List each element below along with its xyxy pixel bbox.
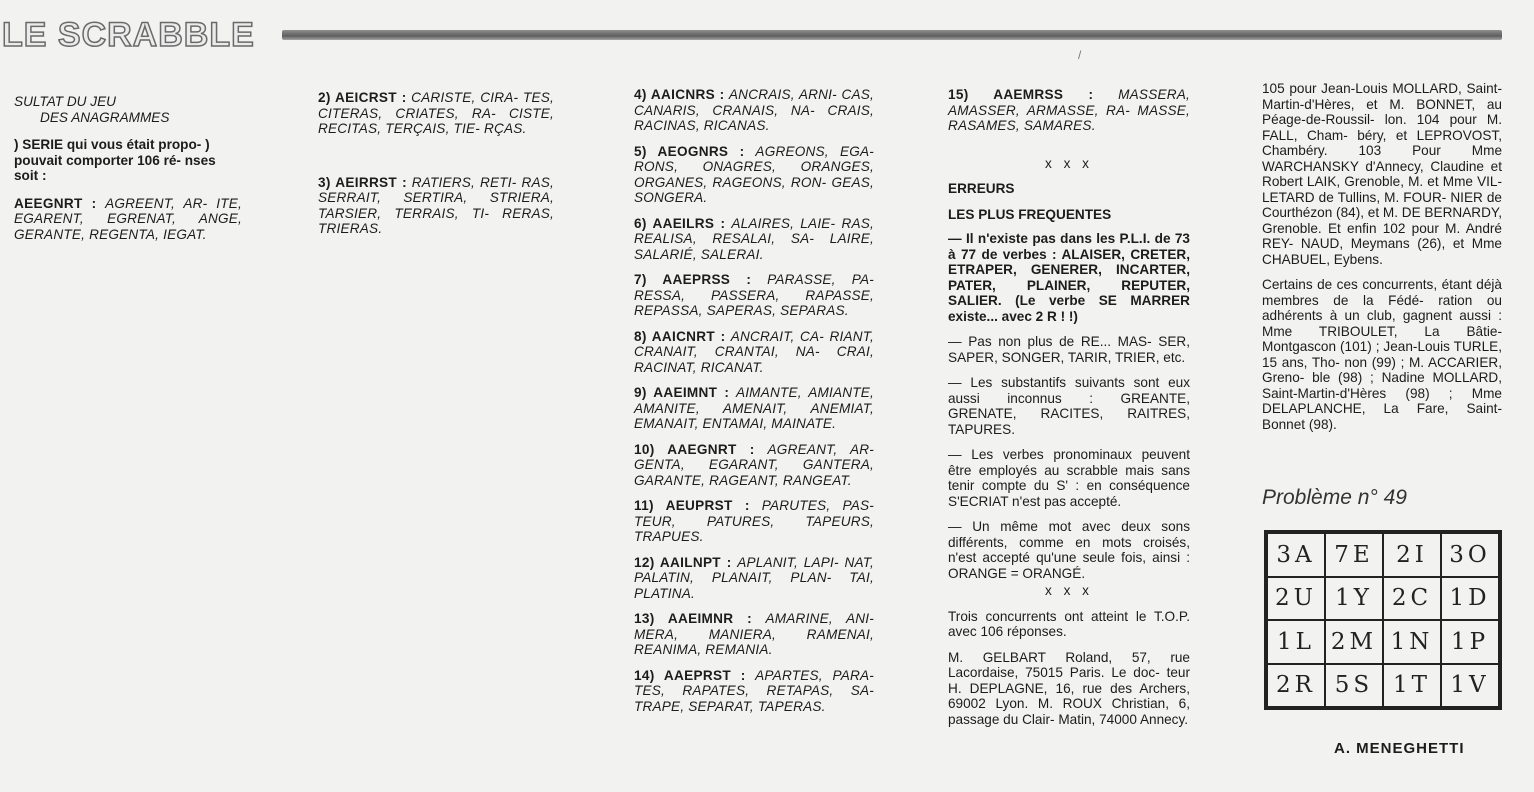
anagram-words: AGREANT, AR- GENTA, EGARANT, GANTERA, GARANTE, RAGEANT, RANGEAT.: [634, 441, 874, 488]
anagram-key: 8) AAICNRT :: [634, 328, 726, 344]
anagram-words: ANCRAIS, ARNI- CAS, CANARIS, CRANAIS, NA- CRAIS, RACINAS, RICANAS.: [634, 87, 874, 133]
errors-paragraph: — Les substantifs suivants sont eux aussi inconnus : GREANTE, GRENATE, RACITES, RAITRES, TAPURES.: [948, 375, 1190, 437]
scores-text: 105 pour Jean-Louis MOLLARD, Saint-Martin-d'Hères, et M. BONNET, au Péage-de-Roussil- lon. 104 pour M. FALL, Cham- béry, et LEPROVOST, Chambéry. 103 Pour Mme WARCHANSKY d'Annecy, Claudine et Robert LAIK, Grenoble, M. et Mme VIL- LETARD de Tullins, M. FOUR- NIER de Courthézon (84), et M. DE BERNARDY, Grenoble. Et enfin 102 pour M. André REY- NAUD, Meymans (26), et Mme CHABUEL, Eybens.: [1262, 81, 1502, 267]
anagram-entry: [634, 272, 874, 319]
anagram-key: 10) AAEGNRT :: [634, 441, 755, 457]
errors-paragraph: — Un même mot avec deux sons différents, comme en mots croisés, n'est accepté qu'une seule fois, ainsi : ORANGE = ORANGÉ.: [948, 519, 1190, 581]
kicker-2: DES ANAGRAMMES: [40, 109, 170, 125]
anagram-words: APARTES, PARA- TES, RAPATES, RETAPAS, SA- TRAPE, SEPARAT, TAPERAS.: [634, 667, 875, 714]
anagram-words: AMARINE, ANI- MERA, MANIERA, RAMENAI, REANIMA, REMANIA.: [634, 611, 874, 657]
section-title: LE SCRABBLE: [2, 16, 255, 54]
anagram-words: AGREONS, EGA- RONS, ONAGRES, ORANGES, ORGANES, RAGEONS, RON- GEAS, SONGERA.: [634, 143, 875, 205]
anagram-entry: [634, 555, 874, 602]
anagram-key: 7) AAEPRSS :: [634, 272, 752, 287]
grid-cell: 1N: [1383, 620, 1441, 664]
grid-cell: 2R: [1267, 664, 1325, 708]
winners-text: M. GELBART Roland, 57, rue Lacordaise, 75015 Paris. Le doc- teur H. DEPLAGNE, 16, rue des Archers, 69002 Lyon. M. ROUX Christian, 6, passage du Clair- Matin, 74000 Annecy.: [948, 649, 1190, 727]
column-4: [948, 87, 1190, 737]
anagram-words: APLANIT, LAPI- NAT, PALATIN, PLANAIT, PLAN- TAI, PLATINA.: [634, 554, 875, 601]
anagram-key: 12) AAILNPT :: [634, 554, 732, 570]
anagram-words: ALAIRES, LAIE- RAS, REALISA, RESALAI, SA- LAIRE, SALARIÉ, SALERAI.: [634, 215, 874, 262]
anagram-words: RATIERS, RETI- RAS, SERRAIT, SERTIRA, STRIERA, TARSIER, TERRAIS, TI- RERAS, TRIERAS.: [318, 174, 554, 236]
problem-grid: [1264, 530, 1502, 710]
errors-paragraph: — Pas non plus de RE... MAS- SER, SAPER, SONGER, TARIR, TRIER, etc.: [948, 334, 1190, 365]
anagram-key: 15) AAEMRSS :: [948, 87, 1094, 102]
anagram-key: 14) AAEPRST :: [634, 667, 746, 683]
stray-mark: /: [1078, 48, 1082, 62]
anagram-words: CARISTE, CIRA- TES, CITERAS, CRIATES, RA- CISTE, RECITAS, TERÇAIS, TIE- RÇAS.: [318, 90, 555, 136]
intro: ) SERIE qui vous était propo- ) pouvait comporter 106 ré- nses soit :: [14, 137, 216, 183]
anagram-key: 3) AEIRRST :: [318, 174, 407, 190]
grid-cell: 1D: [1441, 577, 1499, 621]
section-header: [0, 14, 1534, 58]
grid-cell: 1L: [1267, 620, 1325, 664]
column-3: [634, 87, 874, 724]
separator: x x x: [1045, 583, 1093, 598]
anagram-entry: [634, 442, 874, 489]
top-text: Trois concurrents ont atteint le T.O.P. avec 106 réponses.: [948, 608, 1190, 639]
anagram-entry: [14, 196, 242, 243]
anagram-entry: [634, 611, 874, 658]
anagram-key: 2) AEICRST :: [318, 90, 407, 105]
grid-cell: 5S: [1325, 664, 1383, 708]
author-signature: A. MENEGHETTI: [1334, 740, 1465, 757]
anagram-entry: [634, 385, 874, 432]
separator: x x x: [1045, 155, 1093, 171]
grid-cell: 7E: [1325, 533, 1383, 577]
anagram-words: AGREENT, AR- ITE, EGARENT, EGRENAT, ANGE, GERANTE, REGENTA, IEGAT.: [14, 195, 243, 242]
anagram-words: AIMANTE, AMIANTE, AMANITE, AMENAIT, ANEMIAT, EMANAIT, ENTAMAI, MAINATE.: [634, 385, 874, 431]
anagram-entry: [948, 87, 1190, 134]
anagram-key: 4) AAICNRS :: [634, 87, 725, 102]
grid-cell: 3O: [1441, 533, 1499, 577]
anagram-key: 11) AEUPRST :: [634, 498, 750, 513]
anagram-entry: [634, 498, 874, 545]
grid-cell: 1T: [1383, 664, 1441, 708]
grid-cell: 1V: [1441, 664, 1499, 708]
anagram-entry: [634, 216, 874, 263]
club-text: Certains de ces concurrents, étant déjà membres de la Fédé- ration ou adhérents à un club, gagnent aussi : Mme TRIBOULET, La Bâtie-Montgascon (101) ; Jean-Louis TURLE, 15 ans, Tho- non (99) ; M. ACCARIER, Greno- ble (98) ; Nadine MOLLARD, Saint-Martin-d'Hères (98) ; Mme DELAPLANCHE, La Fare, Saint- Bonnet (98).: [1262, 277, 1502, 432]
problem-title: Problème n° 49: [1262, 486, 1407, 509]
column-2: [318, 90, 554, 247]
anagram-key: AEEGNRT :: [14, 195, 97, 211]
grid-cell: 2C: [1383, 577, 1441, 621]
errors-title: ERREURS: [948, 181, 1015, 196]
anagram-entry: [634, 329, 874, 376]
grid-cell: 2U: [1267, 577, 1325, 621]
errors-subtitle: LES PLUS FREQUENTES: [948, 207, 1112, 222]
column-1: [14, 94, 242, 252]
anagram-words: ANCRAIT, CA- RIANT, CRANAIT, CRANTAI, NA- CRAI, RACINAT, RICANAT.: [634, 328, 874, 375]
anagram-key: 5) AEOGNRS :: [634, 143, 745, 159]
errors-paragraph: — Les verbes pronominaux peuvent être employés au scrabble mais sans tenir compte du S' : en conséquence S'ECRIAT n'est pas accepté.: [948, 447, 1190, 509]
header-rule: [282, 30, 1502, 40]
anagram-entry: [318, 175, 554, 237]
grid-cell: 2I: [1383, 533, 1441, 577]
anagram-words: MASSERA, AMASSER, ARMASSE, RA- MASSE, RASAMES, SAMARES.: [948, 87, 1190, 133]
grid-cell: 2M: [1325, 620, 1383, 664]
grid-cell: 3A: [1267, 533, 1325, 577]
anagram-entry: [634, 87, 874, 134]
kicker: SULTAT DU JEU: [14, 94, 116, 109]
anagram-words: PARUTES, PAS- TEUR, PATURES, TAPEURS, TRAPUES.: [634, 498, 874, 544]
anagram-entry: [318, 90, 554, 137]
anagram-key: 13) AAEIMNR :: [634, 611, 752, 626]
grid-cell: 1P: [1441, 620, 1499, 664]
anagram-key: 6) AAEILRS :: [634, 215, 726, 231]
grid-cell: 1Y: [1325, 577, 1383, 621]
anagram-words: PARASSE, PA- RESSA, PASSERA, RAPASSE, REPASSA, SAPERAS, SEPARAS.: [634, 272, 874, 318]
column-5: [1262, 81, 1502, 442]
anagram-entry: [634, 668, 874, 715]
anagram-entry: [634, 144, 874, 206]
anagram-key: 9) AAEIMNT :: [634, 385, 730, 400]
errors-paragraph: — Il n'existe pas dans les P.L.I. de 73 à 77 de verbes : ALAISER, CRETER, ETRAPER, GENERER, INCARTER, PATER, PLAINER, REPUTER, SALIER. (Le verbe SE MARRER existe... avec 2 R ! !): [948, 231, 1190, 324]
